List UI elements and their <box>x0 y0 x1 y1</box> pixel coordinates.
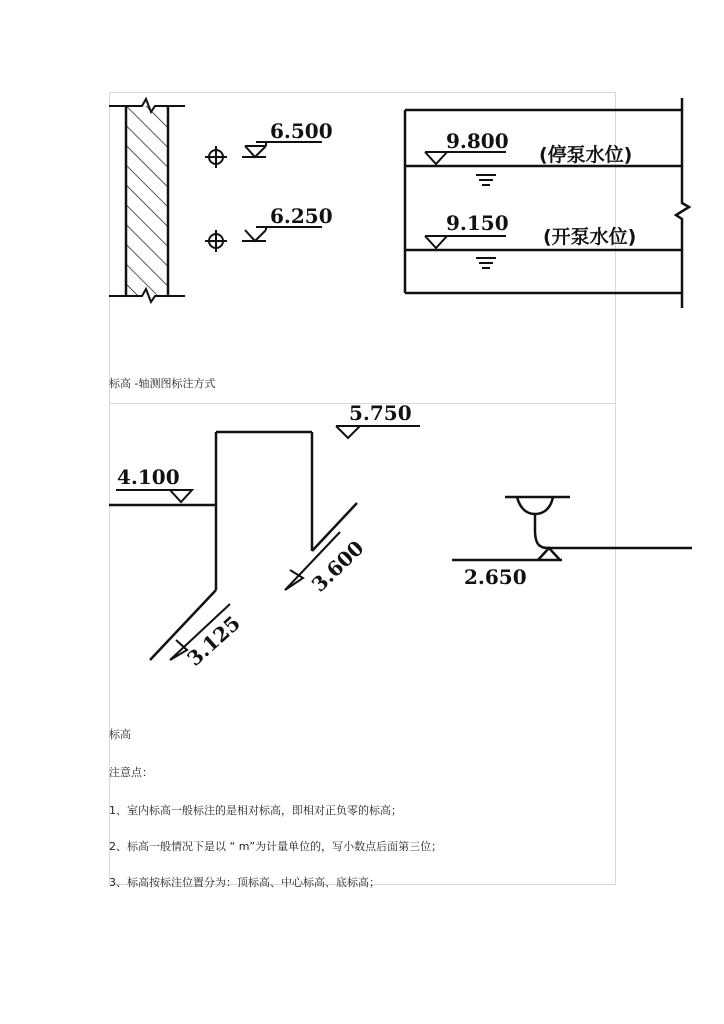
note-item: 1、室内标高一般标注的是相对标高，即相对正负零的标高； <box>109 804 402 817</box>
elevation-label-9150: 9.150 <box>446 211 509 235</box>
note-item: 2、标高一般情况下是以 “ m”为计量单位的，写小数点后面第三位； <box>109 840 443 853</box>
start-pump-label: (开泵水位) <box>543 226 637 248</box>
elevation-mark-4100 <box>116 490 192 502</box>
fixture-symbol-icon <box>452 497 692 560</box>
elevation-mark-6250 <box>242 227 322 241</box>
notes-title: 注意点： <box>109 766 153 779</box>
water-level-mark-9150 <box>425 236 506 268</box>
caption-axonometric: 标高 -轴测图标注方式 <box>109 377 216 390</box>
caption-elevation: 标高 <box>109 728 131 741</box>
elevation-label-6500: 6.500 <box>270 119 333 143</box>
elevation-label-2650: 2.650 <box>464 565 527 589</box>
elevation-label-6250: 6.250 <box>270 204 333 228</box>
hatched-wall <box>109 99 185 302</box>
elevation-label-3600: 3.600 <box>306 535 369 597</box>
elevation-label-5750: 5.750 <box>349 401 412 425</box>
water-level-mark-9800 <box>425 152 506 185</box>
elevation-mark-6500 <box>242 142 322 157</box>
axis-symbol-icon <box>205 146 227 252</box>
elevation-label-4100: 4.100 <box>117 465 180 489</box>
stop-pump-label: (停泵水位) <box>539 144 633 166</box>
note-item: 3、标高按标注位置分为：顶标高、中心标高、底标高； <box>109 876 380 889</box>
elevation-label-3125: 3.125 <box>182 610 245 671</box>
elevation-mark-5750 <box>336 426 420 438</box>
elevation-label-9800: 9.800 <box>446 129 509 153</box>
